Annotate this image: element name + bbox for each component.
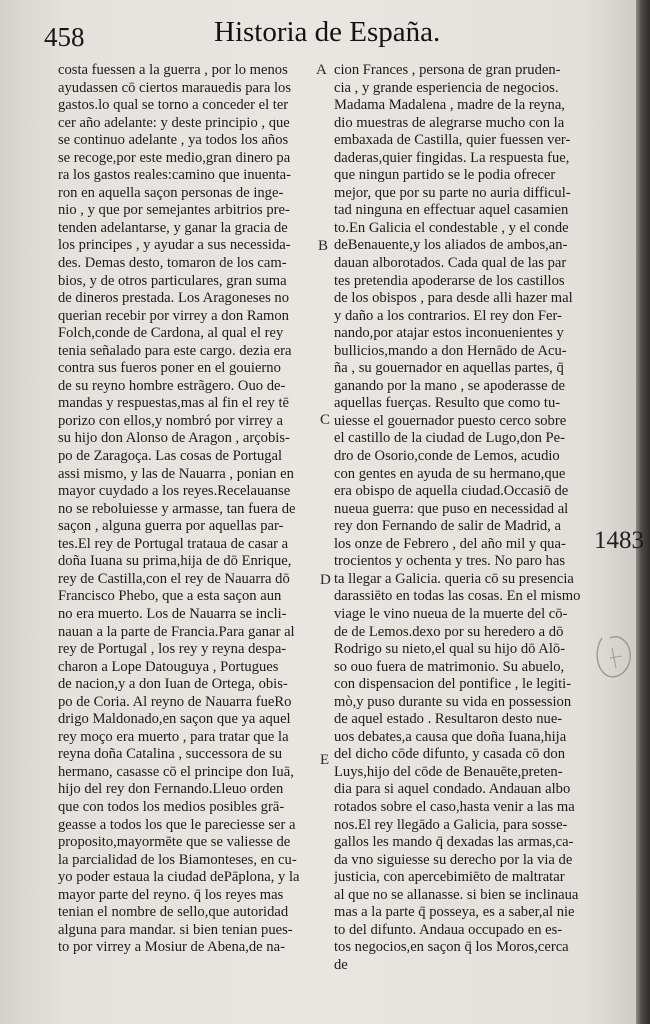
right-column-line: aquellas fuerças. Resulto que como tu- bbox=[334, 395, 561, 412]
running-title: Historia de España. bbox=[214, 16, 441, 48]
right-column-line: deBenauente,y los aliados de ambos,an- bbox=[334, 237, 568, 254]
right-column-line: justicia, con apercebimiēto de maltratar bbox=[334, 869, 565, 886]
left-column-line: tenden adelantarse, y ganar la gracia de bbox=[58, 219, 288, 236]
left-column-line: de nacion,y a don Iuan de Ortega, obis- bbox=[58, 676, 288, 693]
right-column-line: Madama Madalena , madre de la reyna, bbox=[334, 97, 565, 114]
right-column-line: nueua guerra: que puso en necessidad al bbox=[334, 500, 569, 517]
right-text-column bbox=[334, 62, 594, 974]
left-column-line: nio , y que por semejantes arbitrios pre- bbox=[58, 202, 290, 219]
left-column-line: Francisco Phebo, que a esta saçon aun bbox=[58, 588, 282, 605]
left-column-line: des. Demas desto, tomaron de los cam- bbox=[58, 255, 287, 272]
left-column-line: po de Coria. Al reyno de Nauarra fueRo bbox=[58, 693, 292, 710]
right-column-line: dia para si aquel condado. Andauan albo bbox=[334, 781, 571, 798]
left-column-line: drigo Maldonado,en saçon que ya aquel bbox=[58, 711, 291, 728]
right-column-line: to del difunto. Andaua occupado en es- bbox=[334, 921, 563, 938]
right-column-line: con gentes en ayuda de su hermano,que bbox=[334, 465, 566, 482]
left-column-line: la parcialidad de los Biamonteses, en cu- bbox=[58, 851, 297, 868]
left-column-line: ra los gastos reales:camino que inuenta- bbox=[58, 167, 292, 184]
left-column-line: que con todos los medios posibles grā- bbox=[58, 798, 285, 815]
right-column-line: y daño a los contrarios. El rey don Fer- bbox=[334, 307, 562, 324]
page-edge-shadow bbox=[636, 0, 650, 1024]
left-column-line: porizo con ellos,y nombró por virrey a bbox=[58, 412, 283, 429]
left-column-line: assi mismo, y las de Nauarra , ponian en bbox=[58, 465, 294, 482]
right-column-line: que ningun partido se le podia ofrecer bbox=[334, 167, 556, 184]
right-column-line: dauan alborotados. Cada qual de las par bbox=[334, 255, 567, 272]
left-column-line: rey moço era muerto , para tratar que la bbox=[58, 728, 289, 745]
right-column-line: bullicios,mando a don Hernādo de Acu- bbox=[334, 342, 567, 359]
left-column-line: nauan a la parte de Francia.Para ganar al bbox=[58, 623, 295, 640]
right-column-line: viage le vino nueua de la muerte del cō- bbox=[334, 605, 568, 622]
left-column-line: hermano, casasse cō el principe don Iuā, bbox=[58, 763, 294, 780]
right-column-line: el castillo de la ciudad de Lugo,don Pe- bbox=[334, 430, 565, 447]
right-column-line: al que no se allanasse. si bien se inclinaua bbox=[334, 886, 579, 903]
left-column-line: doña Iuana su prima,hija de dō Enrique, bbox=[58, 553, 292, 570]
left-column-line: Folch,conde de Cardona, al qual el rey bbox=[58, 325, 284, 342]
left-column-line: mayor parte del reyno. q̄ los reyes mas bbox=[58, 886, 284, 903]
right-column-line: de de Lemos.dexo por su heredero a dō bbox=[334, 623, 564, 640]
right-column-line: nando,por atajar estos inconuenientes y bbox=[334, 325, 564, 342]
left-column-line: no era muerto. Los de Nauarra se incli- bbox=[58, 605, 287, 622]
right-column-line: rotados sobre el caso,hasta venir a las ma bbox=[334, 798, 575, 815]
right-column-line: mas a la parte q̄ posseya, es a saber,al nie bbox=[334, 904, 575, 921]
margin-letter-d: D bbox=[320, 572, 331, 588]
right-column-line: dio muestras de alegrarse mucho con la bbox=[334, 114, 565, 131]
right-column-line: rey don Fernando de salir de Madrid, a bbox=[334, 518, 561, 535]
margin-letter-c: C bbox=[320, 412, 331, 428]
left-column-line: yo poder estaua la ciudad dePāplona, y la bbox=[58, 869, 300, 886]
left-column-line: saçon , alguna guerra por aquellas par- bbox=[58, 518, 284, 535]
left-column-line: no se reboluiesse y armasse, tan fuera de bbox=[58, 500, 296, 517]
right-column-line: cia , y grande esperiencia de negocios. bbox=[334, 79, 559, 96]
margin-letter-e: E bbox=[320, 752, 330, 768]
right-column-line: con dispensacion del pontifice , le legiti- bbox=[334, 676, 572, 693]
left-column-line: proposito,mayormēte que se valiesse de bbox=[58, 834, 291, 851]
right-column-line: embaxada de Castilla, quier fuessen ver- bbox=[334, 132, 571, 149]
left-column-line: gastos.lo qual se torno a conceder el ter bbox=[58, 97, 289, 114]
page-number: 458 bbox=[44, 22, 85, 52]
left-column-line: su hijo don Alonso de Aragon , arçobis- bbox=[58, 430, 290, 447]
right-column-line: de los obispos , para desde alli hazer mal bbox=[334, 290, 573, 307]
left-column-line: alguna para mandar. si bien tenian pues- bbox=[58, 921, 293, 938]
left-column-line: rey de Castilla,con el rey de Nauarra dō bbox=[58, 570, 290, 587]
left-column-line: de su reyno hombre estrãgero. Ouo de- bbox=[58, 377, 286, 394]
left-column-line: hijo del rey don Fernando.Lleuo orden bbox=[58, 781, 284, 798]
right-column-line: Rodrigo su nieto,el qual su hijo dō Alō- bbox=[334, 641, 566, 658]
left-column-line: se recoge,por este medio,gran dinero pa bbox=[58, 149, 291, 166]
left-column-line: bios, y de otros particulares, gran suma bbox=[58, 272, 287, 289]
left-column-line: mandas y respuestas,mas al fin el rey tē bbox=[58, 395, 289, 412]
margin-letter-b: B bbox=[318, 238, 329, 254]
right-column-line: del dicho cōde difunto, y casada cō don bbox=[334, 746, 565, 763]
right-column-line: daderas,quier fingidas. La respuesta fue, bbox=[334, 149, 570, 166]
left-column-line: rey de Portugal , los rey y reyna despa- bbox=[58, 641, 287, 658]
right-column-line: ta llegar a Galicia. queria cō su presencia bbox=[334, 570, 574, 587]
left-column-line: costa fuessen a la guerra , por lo menos bbox=[58, 62, 288, 78]
left-column-line: geasse a todos los que le pareciesse ser a bbox=[58, 816, 296, 833]
right-column-line: los onze de Febrero , del año mil y qua- bbox=[334, 535, 566, 552]
right-column-line: to.En Galicia el condestable , y el conde bbox=[334, 219, 569, 236]
left-text-column bbox=[58, 62, 324, 957]
right-column-line: uos debates,a causa que doña Iuana,hija bbox=[334, 728, 567, 745]
right-column-line: mò,y puso durante su vida en possession bbox=[334, 693, 572, 710]
right-column-line: mejor, que por su parte no auria difficul- bbox=[334, 184, 571, 201]
right-column-line: de aquel estado . Resultaron desto nue- bbox=[334, 711, 563, 728]
left-column-line: mayor cuydado a los reyes.Recelauanse bbox=[58, 483, 291, 500]
right-column-line: darassiēto en todas las cosas. En el mismo bbox=[334, 588, 581, 605]
right-column-line: tad ninguna en effectuar aquel casamien bbox=[334, 202, 569, 219]
margin-year-note: 1483 bbox=[594, 527, 644, 554]
right-column-line: gallos les mando q̄ dexadas las armas,ca- bbox=[334, 834, 574, 851]
left-column-line: cer año adelante: y deste principio , que bbox=[58, 114, 290, 131]
left-column-line: ayudassen cō ciertos marauedis para los bbox=[58, 79, 292, 96]
right-column-line: trocientos y ochenta y tres. No paro has bbox=[334, 553, 565, 570]
left-column-line: querian recebir por virrey a don Ramon bbox=[58, 307, 289, 324]
left-column-line: ron en aquella saçon personas de inge- bbox=[58, 184, 284, 201]
right-column-line: nos.El rey llegādo a Galicia, para sosse- bbox=[334, 816, 568, 833]
left-column-line: los principes , y ayudar a sus necessida- bbox=[58, 237, 291, 254]
right-column-line: ganando por la mano , se apoderasse de bbox=[334, 377, 565, 394]
right-column-line: so ouo fuera de matrimonio. Su abuelo, bbox=[334, 658, 565, 675]
left-column-line: tenia señalado para este cargo. dezia era bbox=[58, 342, 292, 359]
pencil-mark-icon bbox=[592, 628, 638, 684]
left-column-line: po de Zaragoça. Las cosas de Portugal bbox=[58, 448, 283, 465]
left-column-line: tenian el nombre de sello,que autoridad bbox=[58, 904, 289, 921]
left-column-line: se continuo adelante , ya todos los años bbox=[58, 132, 289, 149]
right-column-line: uiesse el gouernador puesto cerco sobre bbox=[334, 412, 567, 429]
right-column-line: tes pretendia apoderarse de los castillos bbox=[334, 272, 565, 289]
left-column-line: reyna doña Catalina , successora de su bbox=[58, 746, 283, 763]
right-column-line: cion Frances , persona de gran pruden- bbox=[334, 62, 561, 78]
margin-letter-a: A bbox=[316, 62, 327, 78]
right-column-line: dro de Osorio,conde de Lemos, acudio bbox=[334, 448, 560, 465]
left-column-line: contra sus fueros poner en el gouierno bbox=[58, 360, 281, 377]
right-column-line: ña , su gouernador en aquellas partes, q̄ bbox=[334, 360, 564, 377]
right-column-line: Luys,hijo del cōde de Benauēte,preten- bbox=[334, 763, 563, 780]
right-column-line: da vno siguiesse su derecho por la via de bbox=[334, 851, 573, 868]
right-column-line: era obispo de aquella ciudad.Occasiō de bbox=[334, 483, 569, 500]
left-column-line: charon a Lope Datouguya , Portugues bbox=[58, 658, 279, 675]
left-column-line: tes.El rey de Portugal trataua de casar a bbox=[58, 535, 289, 552]
right-column-line: tos negocios,en saçon q̄ los Moros,cerca bbox=[334, 939, 569, 956]
left-column-line: de dineros prestada. Los Aragoneses no bbox=[58, 290, 290, 307]
right-column-line: de bbox=[334, 956, 348, 973]
left-column-line: to por virrey a Mosiur de Abena,de na- bbox=[58, 939, 285, 956]
